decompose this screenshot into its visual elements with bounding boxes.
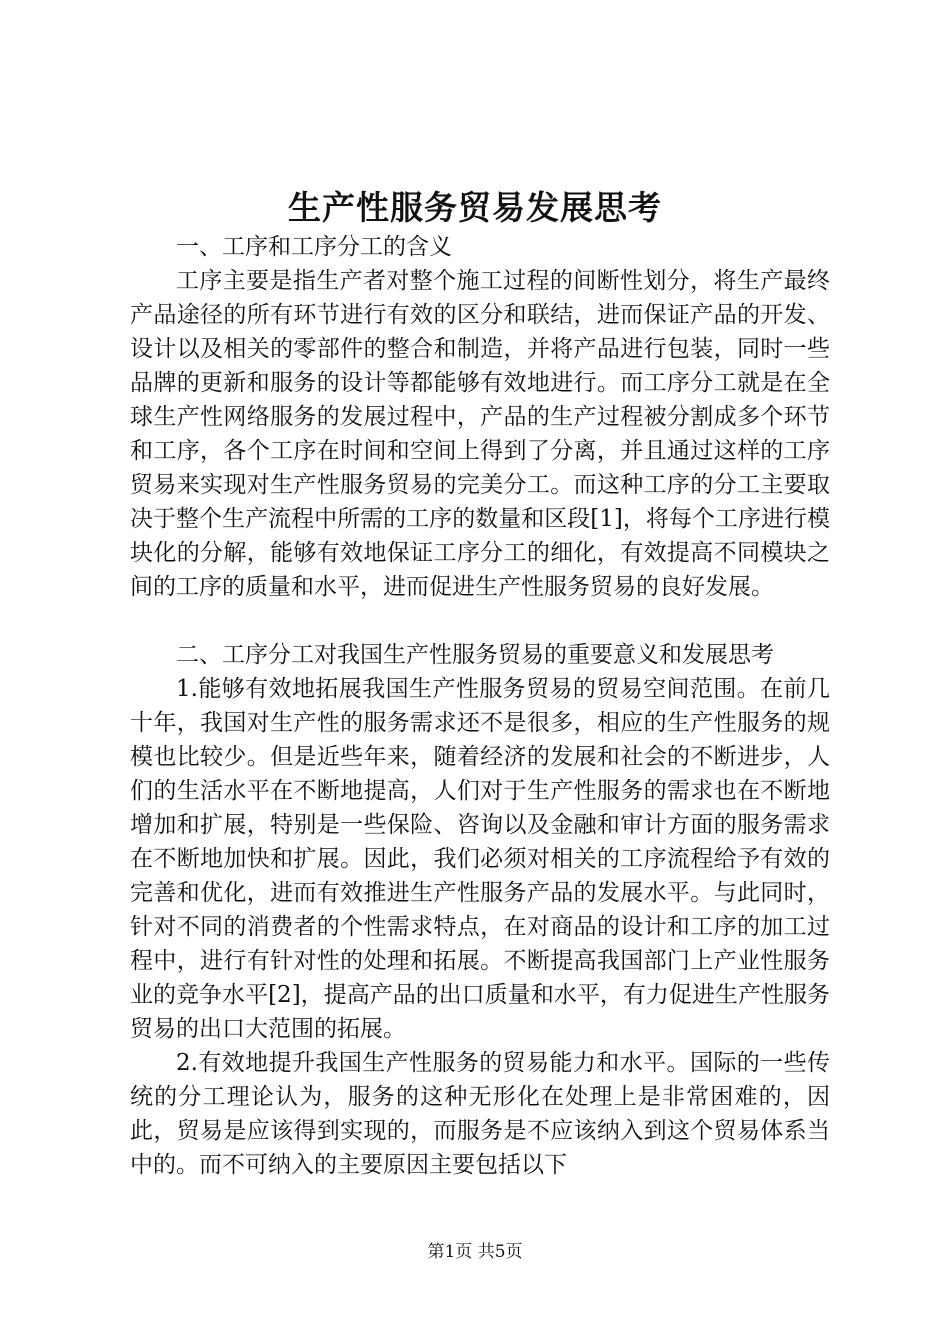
paragraph-3: 2.有效地提升我国生产性服务的贸易能力和水平。国际的一些传统的分工理论认为，服务的这种无形化在处理上是非常困难的，因此，贸易是应该得到实现的，而服务是不应该纳入到这个贸易体系当中的。而不可纳入的主要原因主要包括以下 [130,1050,830,1178]
document-title: 生产性服务贸易发展思考 [288,188,662,227]
section-heading-1: 一、工序和工序分工的含义 [176,234,452,260]
paragraph-2: 1.能够有效地拓展我国生产性服务贸易的贸易空间范围。在前几十年，我国对生产性的服务需求还不是很多，相应的生产性服务的规模也比较少。但是近些年来，随着经济的发展和社会的不断进步，人们的生活水平在不断地提高，人们对于生产性服务的需求也在不断地增加和扩展，特别是一些保险、咨询以及金融和审计方面的服务需求在不断地加快和扩展。因此，我们必须对相关的工序流程给予有效的完善和优化，进而有效推进生产性服务产品的发展水平。与此同时，针对不同的消费者的个性需求特点，在对商品的设计和工序的加工过程中，进行有针对性的处理和拓展。不断提高我国部门上产业性服务业的竞争水平[2]，提高产品的出口质量和水平，有力促进生产性服务贸易的出口大范围的拓展。 [130,676,830,1042]
page-footer: 第1页 共5页 [427,1242,523,1262]
paragraph-1: 工序主要是指生产者对整个施工过程的间断性划分，将生产最终产品途径的所有环节进行有效的区分和联结，进而保证产品的开发、设计以及相关的零部件的整合和制造，并将产品进行包装，同时一些品牌的更新和服务的设计等都能够有效地进行。而工序分工就是在全球生产性网络服务的发展过程中，产品的生产过程被分割成多个环节和工序，各个工序在时间和空间上得到了分离，并且通过这样的工序贸易来实现对生产性服务贸易的完美分工。而这种工序的分工主要取决于整个生产流程中所需的工序的数量和区段[1]，将每个工序进行模块化的分解，能够有效地保证工序分工的细化，有效提高不同模块之间的工序的质量和水平，进而促进生产性服务贸易的良好发展。 [130,268,830,600]
document-body [130,230,830,1182]
section-heading-2: 二、工序分工对我国生产性服务贸易的重要意义和发展思考 [176,642,774,668]
